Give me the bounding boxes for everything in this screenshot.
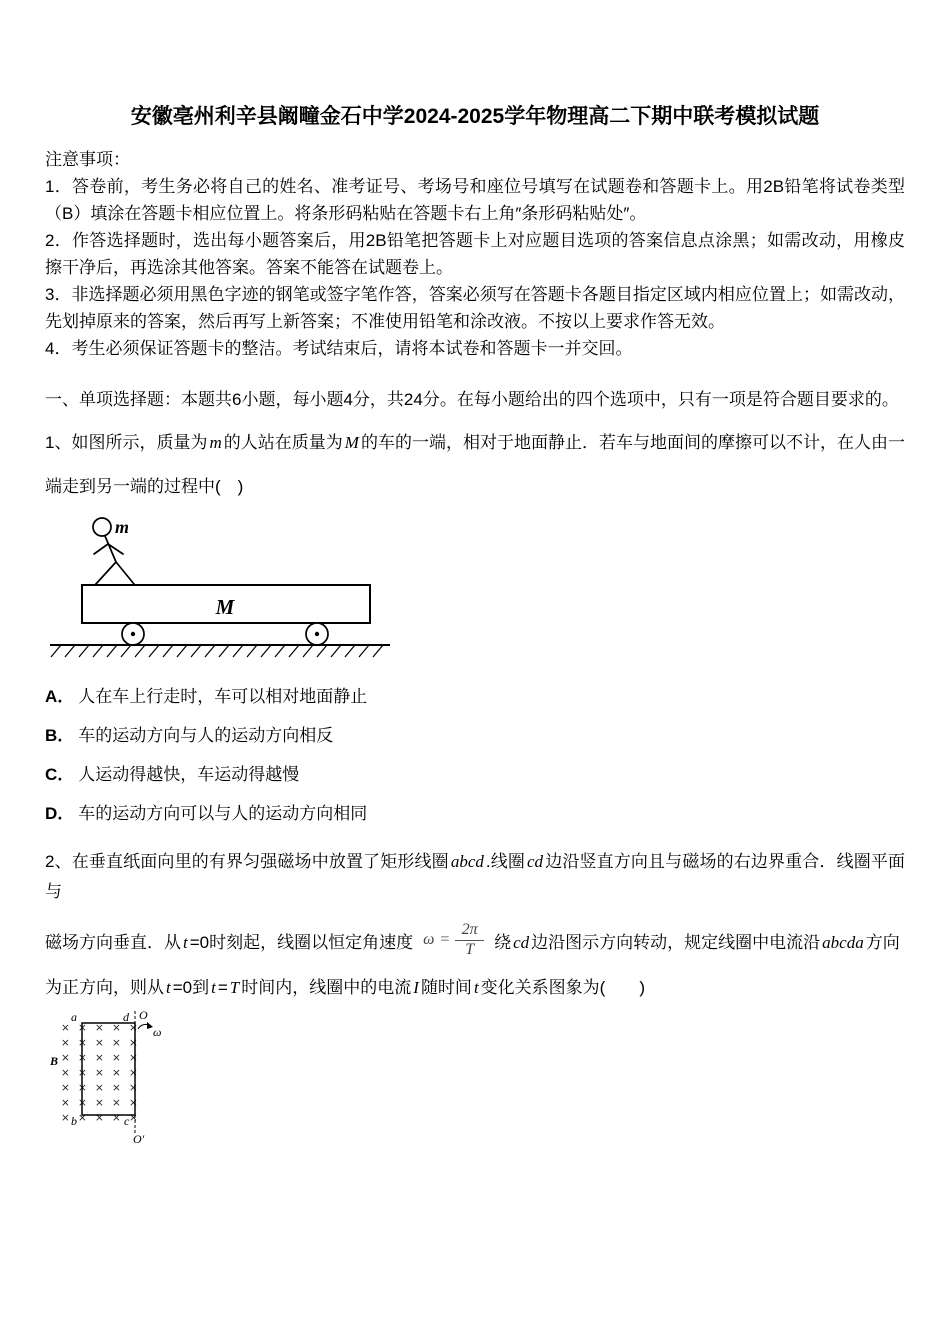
cart-wheels — [122, 623, 328, 645]
cross-row: ××××× — [61, 1112, 138, 1124]
formula-fraction — [455, 921, 484, 959]
option-a-text: 人在车上行走时，车可以相对地面静止 — [78, 687, 368, 706]
formula-equals: = — [439, 931, 451, 948]
coil-corner-d-label: d — [123, 1011, 129, 1024]
question-2-text-before-formula: 磁场方向垂直．从 t =0时刻起，线圈以恒定角速度 — [45, 932, 414, 952]
option-d — [45, 794, 905, 833]
angular-velocity-formula — [423, 921, 484, 959]
option-d-text: 车的运动方向可以与人的运动方向相同 — [78, 804, 368, 823]
question-2-text-after-formula: 绕 cd 边沿图示方向转动，规定线圈中电流沿 abcda 方向 — [494, 932, 900, 952]
option-c-letter: C． — [45, 765, 75, 784]
option-a-letter: A． — [45, 687, 75, 706]
coil-corner-c-label: c — [124, 1114, 130, 1128]
formula-numerator: 2π — [461, 921, 478, 939]
question-2-figure — [49, 1011, 179, 1147]
question-1-figure — [45, 511, 445, 661]
question-2-text-line-1: 2、在垂直纸面向里的有界匀强磁场中放置了矩形线圈 abcd .线圈 cd 边沿竖直方向且与磁场的右边界重合．线圈平面与 — [45, 852, 905, 901]
coil-corner-b-label: b — [71, 1114, 77, 1128]
option-b-text: 车的运动方向与人的运动方向相反 — [78, 726, 334, 745]
cross-row: ××××× — [61, 1082, 138, 1094]
question-2-text-line-3: 为正方向，则从 t =0到 t = T 时间内，线圈中的电流 I 随时间 t 变化关系图象为( ) — [45, 978, 645, 997]
exam-title: 安徽亳州利辛县阚疃金石中学2024-2025学年物理高二下期中联考模拟试题 — [130, 105, 820, 128]
coil-abcd-rect — [82, 1023, 135, 1115]
section-1-heading: 一、单项选择题：本题共6小题，每小题4分，共24分。在每小题给出的四个选项中，只有一项是符合题目要求的。 — [45, 390, 899, 409]
ground-line — [50, 645, 390, 657]
axis-top-O-label: O — [139, 1011, 148, 1022]
option-a — [45, 677, 905, 716]
field-B-label: B — [50, 1054, 59, 1068]
formula-omega: ω — [423, 931, 435, 948]
cross-row: ××××× — [61, 1097, 138, 1109]
question-1-text: 1、如图所示，质量为 m 的人站在质量为 M 的车的一端，相对于地面静止．若车与地面间的摩擦可以不计，在人由一端走到另一端的过程中( ) — [45, 433, 906, 496]
option-b — [45, 716, 905, 755]
notice-item-3: 3．非选择题必须用黑色字迹的钢笔或签字笔作答，答案必须写在答题卡各题目指定区域内相应位置上；如需改动，先划掉原来的答案，然后再写上新答案；不准使用铅笔和涂改液。不按以上要求作答无效。 — [45, 285, 905, 331]
axis-bottom-O-prime-label: O′ — [133, 1132, 145, 1146]
option-c — [45, 755, 905, 794]
cart-mass-label: M — [215, 595, 235, 619]
cross-row: ××××× — [61, 1052, 138, 1064]
notice-item-1: 1．答卷前，考生务必将自己的姓名、准考证号、考场号和座位号填写在试题卷和答题卡上。用2B铅笔将试卷类型（B）填涂在答题卡相应位置上。将条形码粘贴在答题卡右上角″条形码粘贴处″。 — [45, 177, 905, 223]
field-into-page-crosses — [61, 1022, 138, 1124]
coil-corner-a-label: a — [71, 1011, 77, 1024]
question-2-text-line-2 — [45, 909, 905, 971]
cross-row: ××××× — [61, 1022, 138, 1034]
notice-item-2: 2．作答选择题时，选出每小题答案后，用2B铅笔把答题卡上对应题目选项的答案信息点涂黑；如需改动，用橡皮擦干净后，再选涂其他答案。答案不能答在试题卷上。 — [45, 231, 905, 277]
cross-row: ××××× — [61, 1067, 138, 1079]
person-mass-label: m — [115, 517, 130, 537]
omega-label: ω — [153, 1025, 162, 1039]
option-d-letter: D． — [45, 804, 75, 823]
option-b-letter: B． — [45, 726, 75, 745]
formula-denominator: T — [455, 940, 484, 959]
question-1-options — [45, 677, 905, 833]
notice-heading: 注意事项： — [45, 150, 130, 169]
cross-row: ××××× — [61, 1037, 138, 1049]
notice-item-4: 4．考生必须保证答题卡的整洁。考试结束后，请将本试卷和答题卡一并交回。 — [45, 339, 633, 358]
option-c-text: 人运动得越快，车运动得越慢 — [78, 765, 300, 784]
